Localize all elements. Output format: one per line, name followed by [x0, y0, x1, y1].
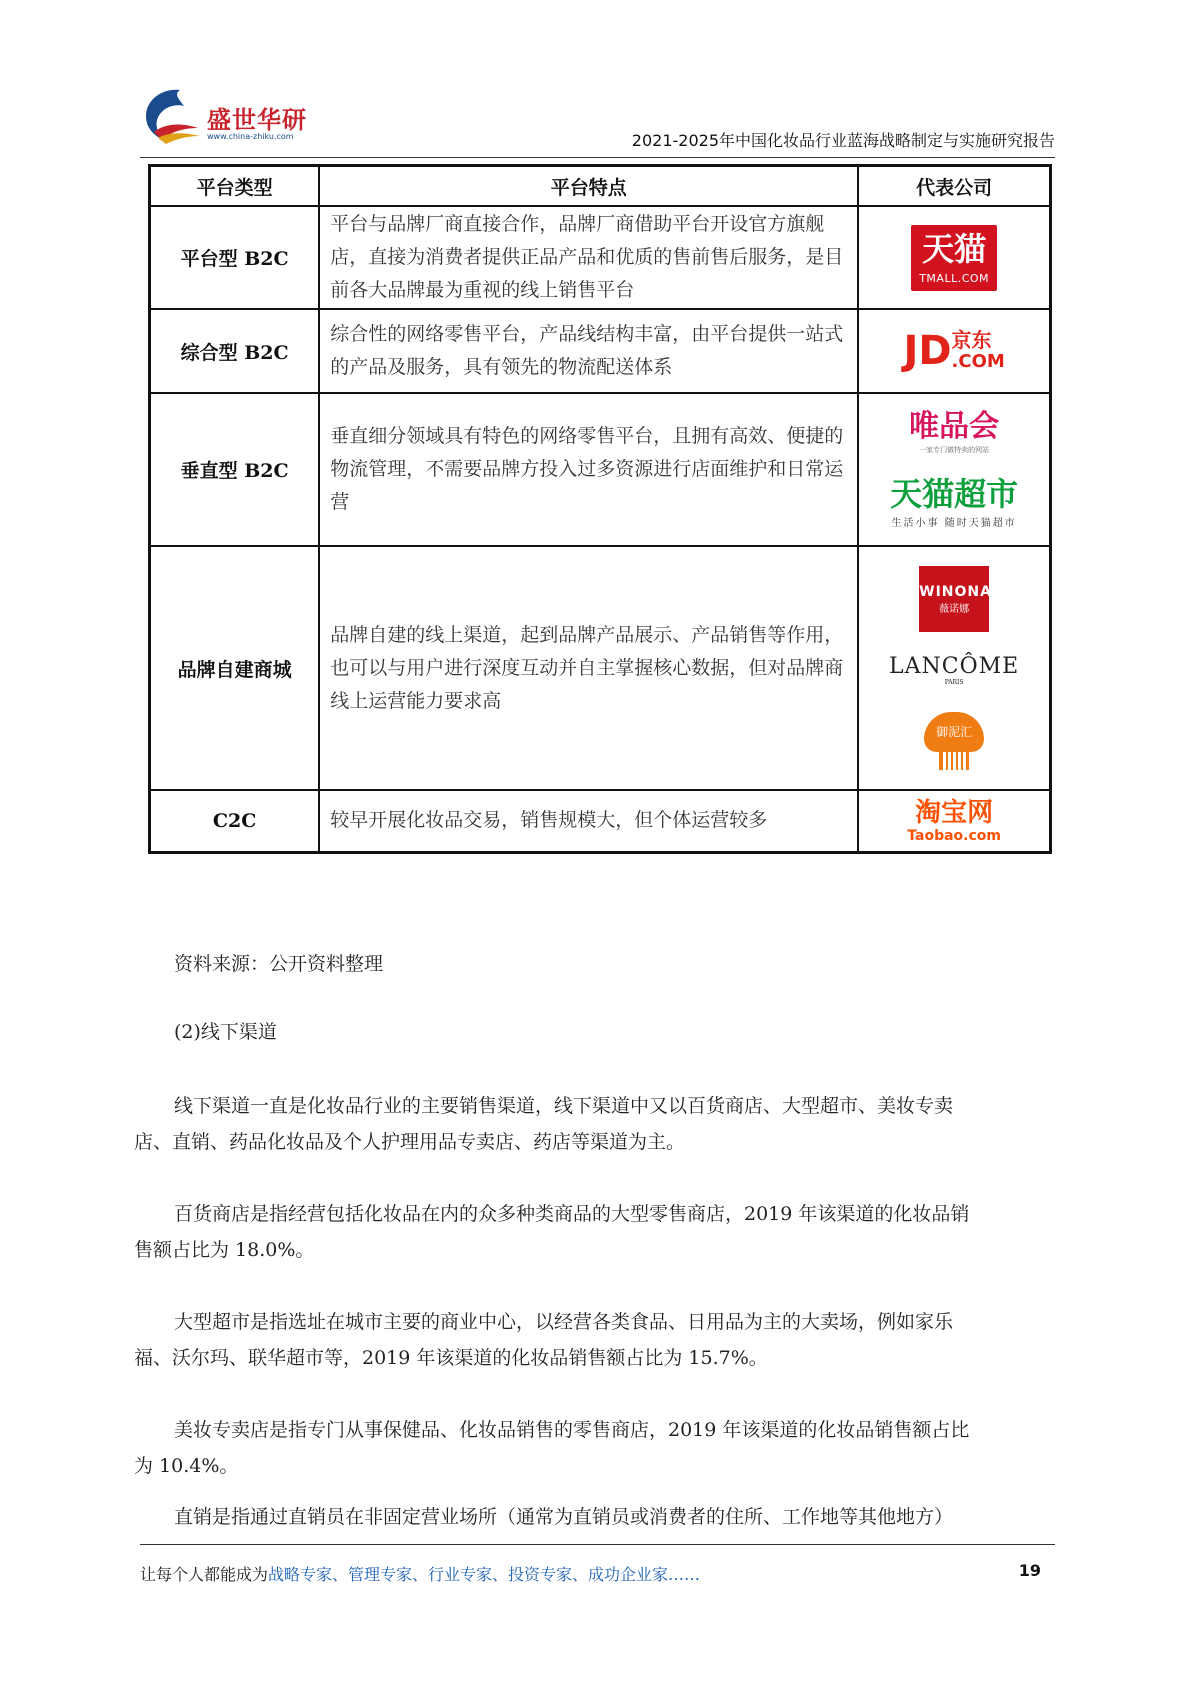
- logo-url: www.china-zhiku.com: [207, 132, 294, 141]
- paragraph: 线下渠道一直是化妆品行业的主要销售渠道，线下渠道中又以百货商店、大型超市、美妆专卖店、直销、药品化妆品及个人护理用品专卖店、药店等渠道为主。: [134, 1095, 954, 1153]
- tmall-logo: [911, 225, 997, 291]
- table-header-row: [150, 166, 1051, 207]
- platform-type: C2C: [150, 790, 320, 852]
- slogan-prefix: 让每个人都能成为: [140, 1565, 269, 1584]
- paragraph: 百货商店是指经营包括化妆品在内的众多种类商品的大型零售商店，2019 年该渠道的化妆品销售额占比为 18.0%。: [134, 1203, 970, 1261]
- platform-feature: 品牌自建的线上渠道，起到品牌产品展示、产品销售等作用，也可以与用户进行深度互动并自主掌握核心数据，但对品牌商线上运营能力要求高: [319, 546, 858, 790]
- winona-logo: [919, 566, 992, 632]
- representative-company: [858, 206, 1050, 309]
- logo-swoosh-icon: [140, 84, 206, 146]
- vip-logo-text: 唯品会: [909, 409, 1000, 444]
- section-heading: (2)线下渠道: [174, 1021, 277, 1043]
- taobao-logo: [907, 798, 1001, 844]
- yujiahui-logo: [924, 712, 984, 770]
- taobao-logo-sub: Taobao.com: [907, 827, 1001, 844]
- vip-logo-sub: 一家专门做特卖的网站: [919, 446, 990, 454]
- yujiahui-logo-text: 御泥汇: [924, 712, 984, 752]
- representative-company: [858, 309, 1050, 393]
- platform-table: [148, 164, 1052, 854]
- table-row: [150, 309, 1051, 393]
- tmall-supermarket-logo-text: 天猫超市: [890, 475, 1019, 513]
- lancome-logo-text: LANCÔME: [889, 654, 1020, 679]
- table-row: [150, 546, 1051, 790]
- footer-slogan: [140, 1562, 700, 1585]
- column-header-type: 平台类型: [150, 166, 320, 207]
- tmall-logo-sub: TMALL.COM: [919, 271, 990, 285]
- platform-feature: 综合性的网络零售平台，产品线结构丰富，由平台提供一站式的产品及服务，具有领先的物流配送体系: [319, 309, 858, 393]
- table-row: [150, 790, 1051, 852]
- page-header: [140, 80, 1055, 155]
- taobao-logo-text: 淘宝网: [915, 797, 994, 828]
- platform-feature: 垂直细分领域具有特色的网络零售平台，且拥有高效、便捷的物流管理，不需要品牌方投入过多资源进行店面维护和日常运营: [319, 393, 858, 546]
- platform-feature: 较早开展化妆品交易，销售规模大，但个体运营较多: [319, 790, 858, 852]
- jd-logo-cn: 京东: [951, 328, 992, 352]
- jd-logo-com: .COM: [951, 351, 1005, 372]
- company-logo: [140, 80, 315, 146]
- tmall-logo-text: 天猫: [922, 229, 987, 268]
- column-header-company: 代表公司: [858, 166, 1050, 207]
- platform-type: 平台型 B2C: [150, 206, 320, 309]
- jd-logo: [903, 328, 1004, 374]
- platform-type: 品牌自建商城: [150, 546, 320, 790]
- source-note: 资料来源：公开资料整理: [174, 953, 384, 975]
- lancome-logo: [889, 654, 1019, 686]
- vip-logo: [909, 409, 999, 455]
- paragraph: 直销是指通过直销员在非固定营业场所（通常为直销员或消费者的住所、工作地等其他地方）: [174, 1506, 954, 1528]
- table-row: [150, 206, 1051, 309]
- slogan-highlight: 战略专家、管理专家、行业专家、投资专家、成功企业家……: [268, 1565, 701, 1584]
- representative-company: [858, 393, 1050, 546]
- platform-type: 垂直型 B2C: [150, 393, 320, 546]
- paragraph: 美妆专卖店是指专门从事保健品、化妆品销售的零售商店，2019 年该渠道的化妆品销售额占比为 10.4%。: [134, 1419, 970, 1477]
- winona-logo-text: WINONA: [919, 584, 992, 600]
- jd-logo-text: JD: [903, 328, 952, 374]
- representative-company: [858, 790, 1050, 852]
- yujiahui-logo-stem: [939, 752, 969, 770]
- representative-company: [858, 546, 1050, 790]
- tmall-supermarket-logo: [890, 474, 1018, 529]
- report-title: 2021-2025年中国化妆品行业蓝海战略制定与实施研究报告: [631, 131, 1055, 150]
- platform-feature: 平台与品牌厂商直接合作，品牌厂商借助平台开设官方旗舰店，直接为消费者提供正品产品和优质的售前售后服务，是目前各大品牌最为重视的线上销售平台: [319, 206, 858, 309]
- footer-divider: [140, 1544, 1055, 1545]
- logo-name: 盛世华研: [207, 106, 307, 134]
- lancome-logo-sub: PARIS: [944, 679, 964, 686]
- platform-type: 综合型 B2C: [150, 309, 320, 393]
- page-number: 19: [1018, 1561, 1041, 1580]
- header-divider: [140, 157, 1055, 158]
- table-row: [150, 393, 1051, 546]
- tmall-supermarket-logo-sub: 生活小事 随时天猫超市: [891, 518, 1017, 529]
- winona-logo-sub: 薇诺娜: [939, 604, 970, 615]
- paragraph: 大型超市是指选址在城市主要的商业中心，以经营各类食品、日用品为主的大卖场，例如家乐福、沃尔玛、联华超市等，2019 年该渠道的化妆品销售额占比为 15.7%。: [134, 1311, 954, 1369]
- column-header-feature: 平台特点: [319, 166, 858, 207]
